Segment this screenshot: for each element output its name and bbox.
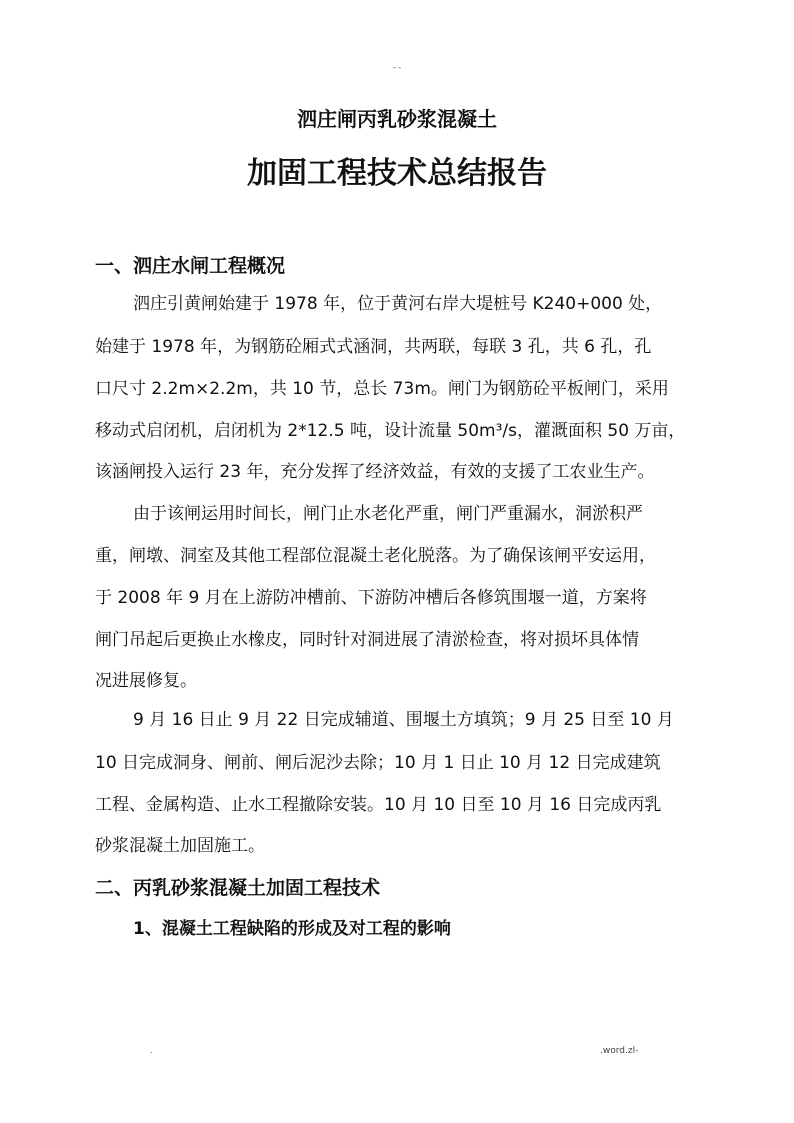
paragraph-line: 10 日完成洞身、闸前、闸后泥沙去除；10 月 1 日止 10 月 12 日完成建筑 (95, 753, 661, 773)
paragraph-line: 况进展修复。 (95, 671, 197, 691)
paragraph-line: 口尺寸 2.2m×2.2m，共 10 节，总长 73m。闸门为钢筋砼平板闸门，采用 (95, 379, 669, 399)
paragraph-line: 工程、金属构造、止水工程撤除安装。10 月 10 日至 10 月 16 日完成丙乳 (95, 795, 662, 815)
report-title-line2: 加固工程技术总结报告 (247, 156, 547, 191)
footer-left-mark: . (150, 1046, 153, 1055)
paragraph-line: 闸门吊起后更换止水橡皮，同时针对洞进展了清淤检查，将对损坏具体情 (95, 630, 639, 650)
paragraph-line: 该涵闸投入运行 23 年，充分发挥了经济效益，有效的支援了工农业生产。 (95, 462, 655, 482)
paragraph-line: 移动式启闭机，启闭机为 2*12.5 吨，设计流量 50m³/s，灌溉面积 50 万亩， (95, 421, 686, 441)
section-heading-2: 二、丙乳砂浆混凝土加固工程技术 (95, 877, 381, 899)
paragraph-line: 泗庄引黄闸始建于 1978 年，位于黄河右岸大堤桩号 K240+000 处， (133, 294, 663, 314)
paragraph-line: 始建于 1978 年，为钢筋砼厢式式涵洞，共两联，每联 3 孔，共 6 孔，孔 (95, 337, 652, 357)
paragraph-line: 砂浆混凝土加固施工。 (95, 836, 265, 856)
section-heading-1: 一、泗庄水闸工程概况 (95, 255, 286, 277)
paragraph-line: 重，闸墩、洞室及其他工程部位混凝土老化脱落。为了确保该闸平安运用， (95, 546, 656, 566)
report-title-line1: 泗庄闸丙乳砂浆混凝土 (297, 107, 497, 131)
paragraph-line: 由于该闸运用时间长，闸门止水老化严重，闸门严重漏水，洞淤积严 (133, 504, 643, 524)
paragraph-line: 9 月 16 日止 9 月 22 日完成辅道、围堰土方填筑；9 月 25 日至 10 月 (133, 710, 674, 730)
subsection-heading: 1、混凝土工程缺陷的形成及对工程的影响 (133, 919, 451, 939)
header-mark: - - (392, 63, 402, 72)
footer-watermark: .word.zl- (600, 1046, 639, 1056)
paragraph-line: 于 2008 年 9 月在上游防冲槽前、下游防冲槽后各修筑围堰一道，方案将 (95, 588, 647, 608)
